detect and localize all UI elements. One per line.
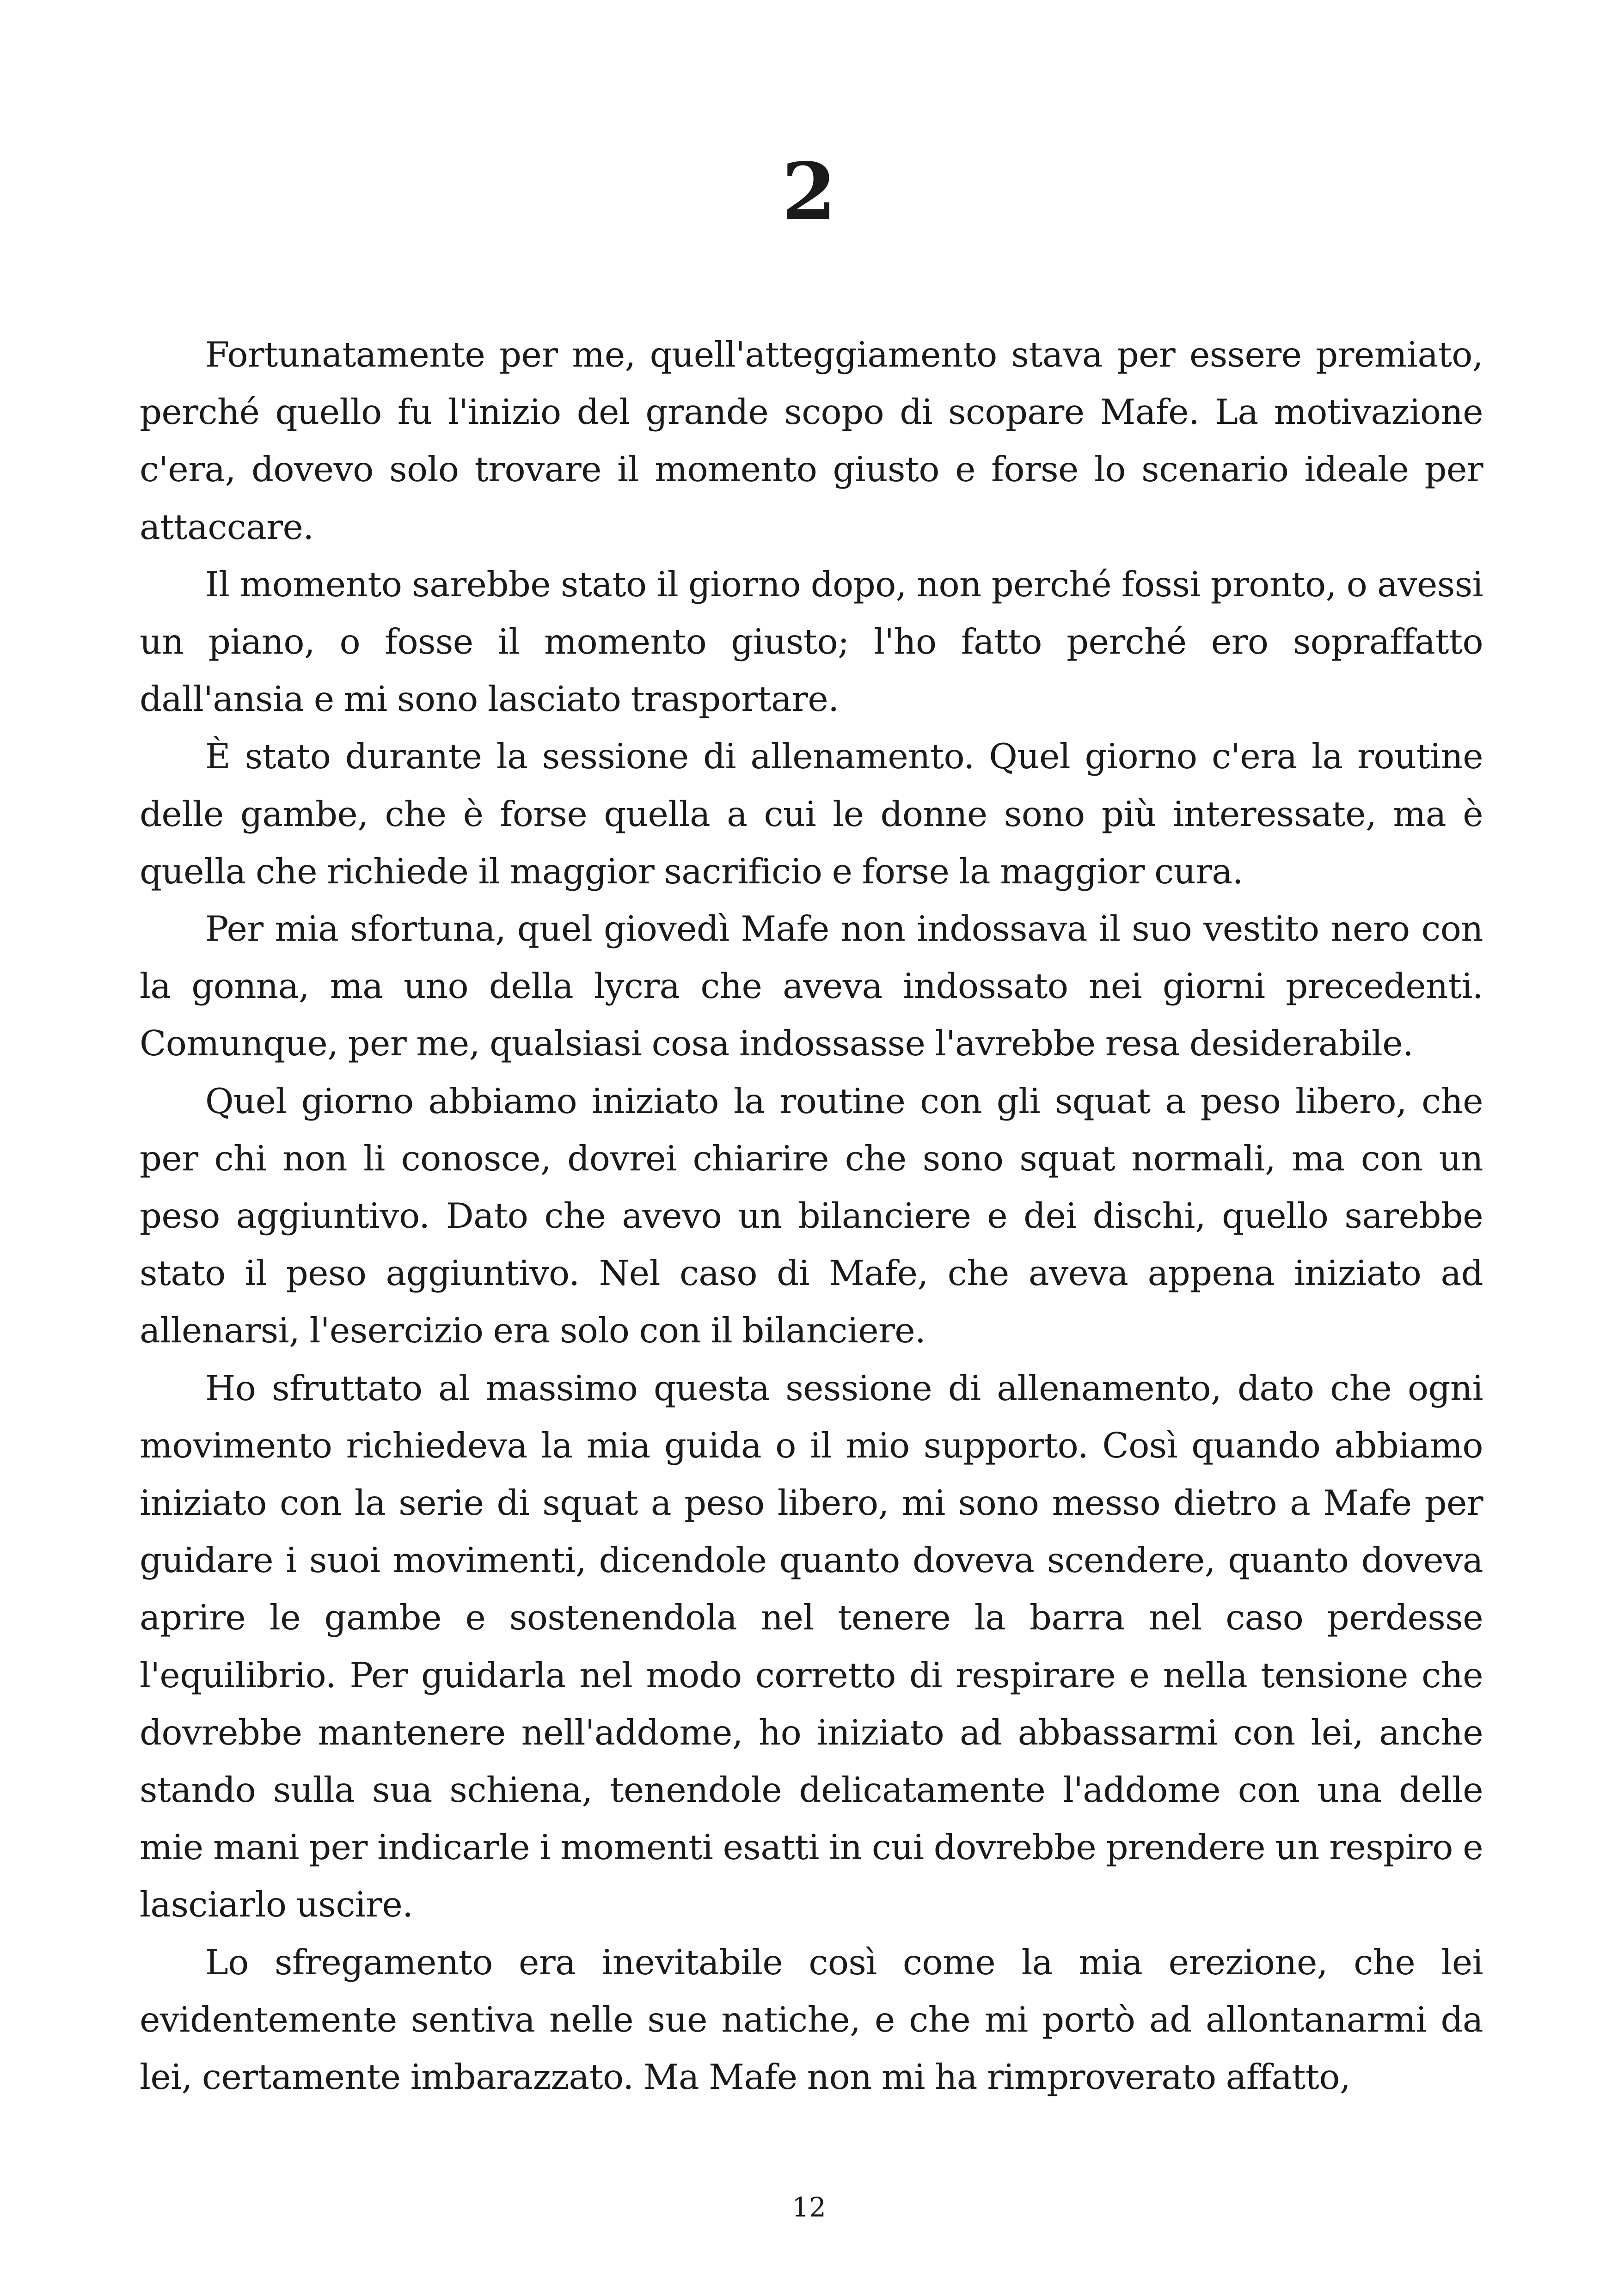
chapter-number: 2 bbox=[781, 146, 837, 238]
paragraph: Quel giorno abbiamo iniziato la routine con gli squat a peso libero, che per chi non li conosce, dovrei chiarire che sono squat normali, ma con un peso aggiuntivo. Dato che avevo un bilanciere e dei dischi, quello sarebbe stato il peso aggiuntivo. Nel caso di Mafe, che aveva appena iniziato ad allenarsi, l'esercizio era solo con il bilanciere. bbox=[140, 1080, 1483, 1351]
page-number: 12 bbox=[792, 2192, 826, 2223]
paragraph: È stato durante la sessione di allenamento. Quel giorno c'era la routine delle gambe, che è forse quella a cui le donne sono più interessate, ma è quella che richiede il maggior sacrificio e forse la maggior cura. bbox=[140, 736, 1483, 892]
paragraph: Il momento sarebbe stato il giorno dopo, non perché fossi pronto, o avessi un piano, o fosse il momento giusto; l'ho fatto perché ero sopraffatto dall'ansia e mi sono lasciato trasportare. bbox=[140, 563, 1483, 720]
chapter-body bbox=[140, 326, 1483, 2106]
paragraph: Per mia sfortuna, quel giovedì Mafe non indossava il suo vestito nero con la gonna, ma uno della lycra che aveva indossato nei giorni precedenti. Comunque, per me, qualsiasi cosa indossasse l'avrebbe resa desiderabile. bbox=[140, 908, 1483, 1064]
paragraph: Ho sfruttato al massimo questa sessione di allenamento, dato che ogni movimento richiedeva la mia guida o il mio supporto. Così quando abbiamo iniziato con la serie di squat a peso libero, mi sono messo dietro a Mafe per guidare i suoi movimenti, dicendole quanto doveva scendere, quanto doveva aprire le gambe e sostenendola nel tenere la barra nel caso perdesse l'equilibrio. Per guidarla nel modo corretto di respirare e nella tensione che dovrebbe mantenere nell'addome, ho iniziato ad abbassarmi con lei, anche stando sulla sua schiena, tenendole delicatamente l'addome con una delle mie mani per indicarle i momenti esatti in cui dovrebbe prendere un respiro e lasciarlo uscire. bbox=[140, 1367, 1483, 1925]
paragraph: Lo sfregamento era inevitabile così come la mia erezione, che lei evidentemente sentiva nelle sue natiche, e che mi portò ad allontanarmi da lei, certamente imbarazzato. Ma Mafe non mi ha rimproverato affatto, bbox=[140, 1941, 1483, 2098]
paragraph: Fortunatamente per me, quell'atteggiamento stava per essere premiato, perché quello fu l'inizio del grande scopo di scopare Mafe. La motivazione c'era, dovevo solo trovare il momento giusto e forse lo scenario ideale per attaccare. bbox=[140, 334, 1483, 547]
